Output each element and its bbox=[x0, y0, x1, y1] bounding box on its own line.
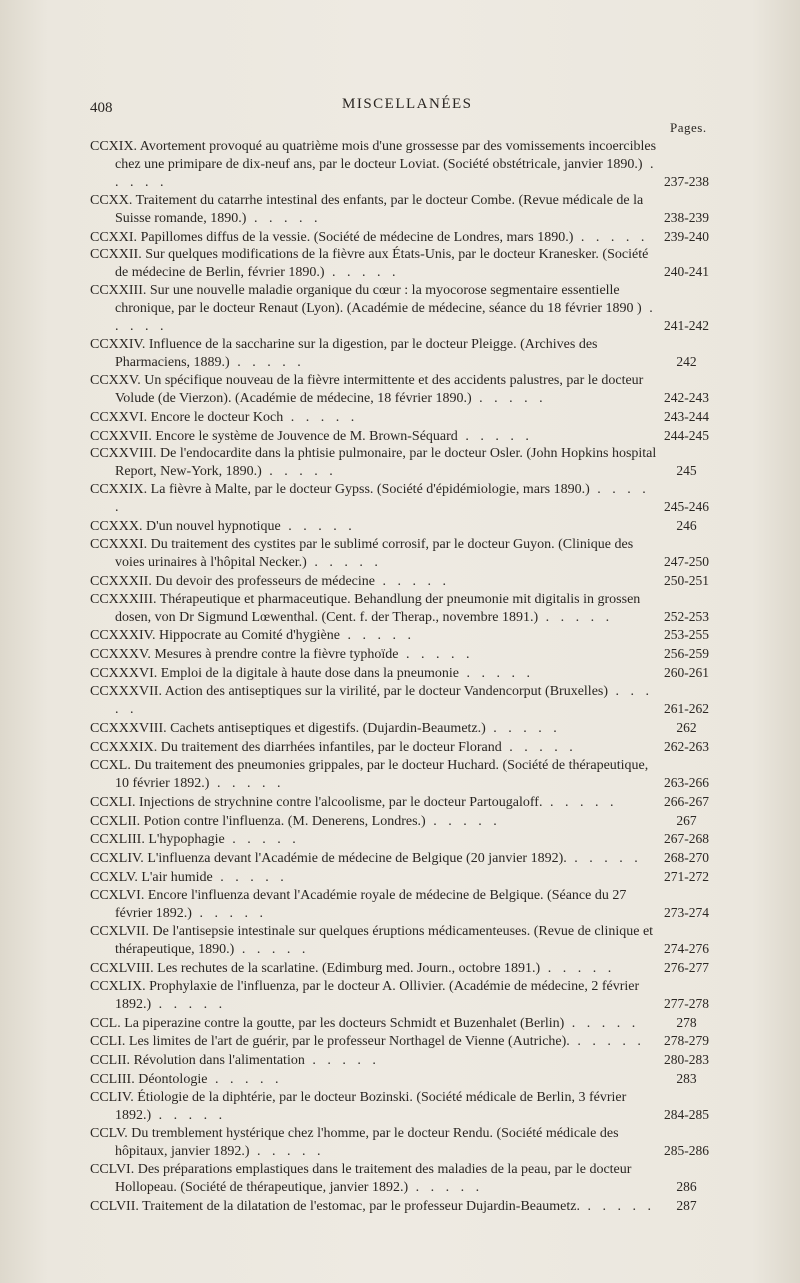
toc-entry-text bbox=[90, 1125, 663, 1161]
toc-entry-text bbox=[90, 336, 663, 372]
toc-entry bbox=[90, 427, 710, 446]
toc-entry-text bbox=[90, 720, 663, 738]
entry-title: L'hypophagie bbox=[148, 832, 225, 848]
toc-entry bbox=[90, 738, 710, 757]
toc-entry bbox=[90, 978, 710, 1014]
entry-number: CCXXVI. bbox=[90, 409, 148, 425]
entry-title: Les limites de l'art de guérir, par le professeur Northagel de Vienne (Autriche). bbox=[128, 1034, 570, 1050]
entry-pages: 245 bbox=[676, 463, 697, 479]
entry-pages: 242-243 bbox=[664, 389, 709, 405]
leader-dots: . . . . . bbox=[283, 409, 359, 425]
entry-pages: 245-246 bbox=[664, 499, 709, 515]
entry-number: CCXX. bbox=[90, 192, 133, 208]
toc-entry bbox=[90, 959, 710, 978]
toc-entry-text bbox=[90, 683, 663, 719]
entry-number: CCLVII. bbox=[90, 1198, 139, 1214]
entry-title: Traitement du catarrhe intestinal des enfants, par le docteur Combe. (Revue médicale de la Suisse romande, 1890.) bbox=[115, 192, 644, 226]
entry-number: CCLI. bbox=[90, 1034, 126, 1050]
entry-title: D'un nouvel hypnotique bbox=[146, 519, 281, 535]
leader-dots: . . . . . bbox=[542, 794, 618, 810]
entry-number: CCXXVIII. bbox=[90, 446, 157, 462]
entry-title: Cachets antiseptiques et digestifs. (Dujardin-Beaumetz.) bbox=[170, 721, 486, 736]
entry-pages: 238-239 bbox=[664, 209, 709, 225]
leader-dots: . . . . . bbox=[573, 229, 649, 245]
entry-number: CCLVI. bbox=[90, 1161, 135, 1177]
entry-number: CCLIV. bbox=[90, 1090, 134, 1106]
entry-title: Sur une nouvelle maladie organique du cœur : la myocorose segmentaire essentielle chronique, par le docteur Renaut (Lyon). (Académie de médecine, séance du 18 février 1890 ) bbox=[115, 283, 642, 317]
leader-dots: . . . . . bbox=[566, 851, 642, 867]
leader-dots: . . . . . bbox=[234, 941, 310, 957]
toc-entry-text bbox=[90, 246, 663, 282]
entry-number: CCXXII. bbox=[90, 247, 142, 263]
entry-number: CCLIII. bbox=[90, 1072, 135, 1088]
entry-pages: 242 bbox=[676, 353, 697, 369]
entry-title: De l'antisepsie intestinale sur quelques éruptions médicamenteuses. (Revue de clinique et thérapeutique, 1890.) bbox=[115, 923, 654, 957]
toc-entry bbox=[90, 664, 710, 683]
toc-entry bbox=[90, 572, 710, 591]
entry-pages: 278-279 bbox=[664, 1033, 709, 1049]
leader-dots: . . . . . bbox=[261, 464, 337, 480]
entry-pages: 266-267 bbox=[664, 793, 709, 809]
toc-entry bbox=[90, 1070, 710, 1089]
entry-pages: 286 bbox=[676, 1178, 697, 1194]
leader-dots: . . . . . bbox=[209, 775, 285, 791]
entry-pages: 274-276 bbox=[664, 940, 709, 956]
toc-entry bbox=[90, 923, 710, 959]
entry-title: Étiologie de la diphtérie, par le docteur Bozinski. (Société médicale de Berlin, 3 février 1892.) bbox=[115, 1090, 627, 1124]
leader-dots: . . . . . bbox=[115, 301, 657, 335]
toc-entry bbox=[90, 138, 710, 192]
entry-number: CCXXX. bbox=[90, 519, 143, 535]
toc-entry bbox=[90, 192, 710, 228]
entry-title: De l'endocardite dans la phtisie pulmonaire, par le docteur Osler. (John Hopkins hospital Report, New-York, 1890.) bbox=[115, 446, 657, 480]
entry-number: CCXXXII. bbox=[90, 573, 152, 589]
toc-entry-text bbox=[90, 1052, 663, 1070]
page-header bbox=[90, 96, 710, 120]
leader-dots: . . . . . bbox=[249, 1143, 325, 1159]
toc-entry bbox=[90, 1051, 710, 1070]
entry-pages: 262 bbox=[676, 720, 697, 735]
toc-entry bbox=[90, 445, 710, 481]
toc-entry-text bbox=[90, 1089, 663, 1125]
toc-entry bbox=[90, 282, 710, 336]
toc-entry bbox=[90, 830, 710, 849]
leader-dots: . . . . . bbox=[398, 647, 474, 663]
entry-pages: 241-242 bbox=[664, 318, 709, 334]
entry-number: CCXXV. bbox=[90, 372, 141, 388]
table-of-contents bbox=[90, 138, 710, 1215]
toc-entry-text bbox=[90, 536, 663, 572]
entry-title: Prophylaxie de l'influenza, par le docteur A. Ollivier. (Académie de médecine, 2 février 1892.) bbox=[115, 978, 640, 1012]
toc-entry bbox=[90, 1089, 710, 1125]
entry-title: Traitement de la dilatation de l'estomac, par le professeur Dujardin-Beaumetz. bbox=[142, 1198, 580, 1214]
leader-dots: . . . . . bbox=[569, 1034, 645, 1050]
toc-entry-text bbox=[90, 757, 663, 793]
toc-entry bbox=[90, 1125, 710, 1161]
leader-dots: . . . . . bbox=[471, 390, 547, 406]
entry-title: Du tremblement hystérique chez l'homme, par le docteur Rendu. (Société médicale des hôpitaux, janvier 1892.) bbox=[115, 1125, 619, 1159]
entry-number: CCXLII. bbox=[90, 813, 141, 829]
leader-dots: . . . . . bbox=[151, 1108, 227, 1124]
toc-entry bbox=[90, 481, 710, 517]
toc-entry bbox=[90, 228, 710, 247]
toc-entry-text bbox=[90, 887, 663, 923]
entry-title: L'influenza devant l'Académie de médecine de Belgique (20 janvier 1892). bbox=[147, 851, 567, 867]
toc-entry bbox=[90, 591, 710, 627]
entry-pages: 252-253 bbox=[664, 608, 709, 624]
toc-entry-text bbox=[90, 831, 663, 849]
leader-dots: . . . . . bbox=[306, 554, 382, 570]
toc-entry-text bbox=[90, 428, 663, 446]
entry-title: Emploi de la digitale à haute dose dans la pneumonie bbox=[160, 666, 459, 682]
entry-title: Du traitement des pneumonies grippales, par le docteur Huchard. (Société de thérapeutique, 10 février 1892.) bbox=[115, 757, 649, 791]
toc-entry-text bbox=[90, 372, 663, 408]
toc-entry-text bbox=[90, 192, 663, 228]
leader-dots: . . . . . bbox=[425, 813, 501, 829]
toc-entry-text bbox=[90, 923, 663, 959]
entry-title: Hippocrate au Comité d'hygiène bbox=[158, 628, 340, 644]
entry-number: CCXXXI. bbox=[90, 536, 148, 552]
entry-number: CCXXIII. bbox=[90, 283, 147, 299]
toc-entry bbox=[90, 246, 710, 282]
entry-number: CCXIX. bbox=[90, 139, 138, 154]
toc-entry bbox=[90, 812, 710, 831]
entry-pages: 237-238 bbox=[664, 173, 709, 189]
toc-entry bbox=[90, 1014, 710, 1033]
entry-title: La piperazine contre la goutte, par les docteurs Schmidt et Buzenhalet (Berlin) bbox=[124, 1015, 565, 1031]
entry-title: Sur quelques modifications de la fièvre aux États-Unis, par le docteur Kranesker. (Société de médecine de Berlin, février 1890.) bbox=[115, 247, 649, 281]
pages-column-label: Pages. bbox=[670, 120, 707, 135]
entry-number: CCXXVII. bbox=[90, 428, 152, 444]
toc-entry bbox=[90, 645, 710, 664]
toc-entry-text bbox=[90, 739, 663, 757]
toc-entry-text bbox=[90, 960, 663, 978]
entry-pages: 280-283 bbox=[664, 1052, 709, 1068]
entry-title: Révolution dans l'alimentation bbox=[133, 1053, 305, 1069]
entry-pages: 262-263 bbox=[664, 738, 709, 754]
entry-title: Du traitement des cystites par le sublimé corrosif, par le docteur Guyon. (Clinique des voies urinaires à l'hôpital Necker.) bbox=[115, 536, 634, 570]
entry-title: Influence de la saccharine sur la digestion, par le docteur Pleigge. (Archives des Pharmaciens, 1889.) bbox=[115, 336, 598, 370]
toc-entry-text bbox=[90, 229, 663, 247]
toc-entry-text bbox=[90, 445, 663, 481]
leader-dots: . . . . . bbox=[485, 721, 561, 736]
entry-number: CCXLIV. bbox=[90, 851, 144, 867]
leader-dots: . . . . . bbox=[375, 573, 450, 589]
entry-pages: 250-251 bbox=[664, 572, 709, 588]
entry-title: Thérapeutique et pharmaceutique. Behandlung der pneumonie mit digitalis in grossen dosen, von Dr Sigmund Lœwenthal. (Cent. f. der Therap., novembre 1891.) bbox=[115, 591, 641, 625]
toc-entry bbox=[90, 626, 710, 645]
leader-dots: . . . . . bbox=[339, 628, 415, 644]
toc-entry-text bbox=[90, 1071, 663, 1089]
entry-pages: 276-277 bbox=[664, 959, 709, 975]
entry-number: CCLV. bbox=[90, 1125, 128, 1141]
leader-dots: . . . . . bbox=[280, 519, 356, 535]
entry-pages: 278 bbox=[676, 1014, 697, 1030]
entry-number: CCXLV. bbox=[90, 870, 138, 886]
entry-number: CCXXXIX. bbox=[90, 739, 158, 755]
entry-title: Encore le docteur Koch bbox=[150, 409, 284, 425]
toc-entry bbox=[90, 1161, 710, 1197]
entry-pages: 246 bbox=[676, 518, 697, 534]
toc-entry-text bbox=[90, 627, 663, 645]
toc-entry-text bbox=[90, 591, 663, 627]
entry-pages: 261-262 bbox=[664, 701, 709, 717]
toc-entry bbox=[90, 536, 710, 572]
toc-entry-text bbox=[90, 1015, 663, 1033]
entry-title: Un spécifique nouveau de la fièvre intermittente et des accidents palustres, par le docteur Volude (de Vierzon). (Académie de médecine, 18 février 1890.) bbox=[115, 372, 644, 406]
toc-entry-text bbox=[90, 1161, 663, 1197]
toc-entry bbox=[90, 683, 710, 719]
toc-entry-text bbox=[90, 518, 663, 536]
toc-entry-text bbox=[90, 794, 663, 812]
entry-title: Potion contre l'influenza. (M. Denerens, Londres.) bbox=[143, 813, 426, 829]
entry-title: Du devoir des professeurs de médecine bbox=[155, 573, 375, 589]
entry-pages: 284-285 bbox=[664, 1107, 709, 1123]
toc-entry-text bbox=[90, 978, 663, 1014]
toc-entry bbox=[90, 372, 710, 408]
entry-number: CCXLIX. bbox=[90, 978, 146, 994]
entry-title: Injections de strychnine contre l'alcoolisme, par le docteur Partougaloff. bbox=[139, 794, 543, 810]
toc-entry bbox=[90, 719, 710, 738]
entry-title: Les rechutes de la scarlatine. (Edimburg med. Journ., octobre 1891.) bbox=[157, 960, 541, 976]
leader-dots: . . . . . bbox=[229, 354, 305, 370]
toc-entry-text bbox=[90, 409, 663, 427]
entry-pages: 260-261 bbox=[664, 665, 709, 681]
entry-pages: 243-244 bbox=[664, 408, 709, 424]
running-title: MISCELLANÉES bbox=[342, 96, 473, 112]
entry-number: CCXLVI. bbox=[90, 888, 145, 904]
entry-number: CCXXIV. bbox=[90, 336, 146, 352]
entry-pages: 267-268 bbox=[664, 831, 709, 847]
toc-entry-text bbox=[90, 1198, 663, 1216]
entry-number: CCLII. bbox=[90, 1053, 131, 1069]
toc-entry-text bbox=[90, 1033, 663, 1051]
leader-dots: . . . . . bbox=[212, 870, 288, 886]
toc-entry-text bbox=[90, 138, 663, 192]
entry-number: CCXLI. bbox=[90, 794, 136, 810]
page-number: 408 bbox=[90, 100, 113, 116]
toc-entry-text bbox=[90, 481, 663, 517]
entry-number: CCXLVIII. bbox=[90, 960, 154, 976]
entry-number: CCL. bbox=[90, 1015, 121, 1031]
toc-entry bbox=[90, 1032, 710, 1051]
toc-entry-text bbox=[90, 646, 663, 664]
entry-title: Du traitement des diarrhées infantiles, par le docteur Florand bbox=[160, 739, 502, 755]
leader-dots: . . . . . bbox=[408, 1179, 484, 1195]
leader-dots: . . . . . bbox=[324, 265, 400, 281]
entry-pages: 283 bbox=[676, 1071, 697, 1087]
entry-title: Mesures à prendre contre la fièvre typhoïde bbox=[154, 647, 399, 663]
entry-pages: 253-255 bbox=[664, 627, 709, 643]
entry-number: CCXXXIV. bbox=[90, 628, 156, 644]
toc-entry-text bbox=[90, 813, 663, 831]
leader-dots: . . . . . bbox=[457, 428, 533, 444]
entry-title: Encore le système de Jouvence de M. Brown-Séquard bbox=[155, 428, 458, 444]
entry-pages: 247-250 bbox=[664, 553, 709, 569]
entry-title: Action des antiseptiques sur la virilité, par le docteur Vandencorput (Bruxelles) bbox=[164, 684, 609, 700]
entry-title: L'air humide bbox=[141, 870, 213, 886]
leader-dots: . . . . . bbox=[246, 210, 322, 226]
toc-entry bbox=[90, 793, 710, 812]
entry-title: Des préparations emplastiques dans le traitement des maladies de la peau, par le docteur Hollopeau. (Société de thérapeutique, janvier 1892.) bbox=[115, 1161, 632, 1195]
entry-pages: 273-274 bbox=[664, 905, 709, 921]
leader-dots: . . . . . bbox=[579, 1198, 655, 1214]
leader-dots: . . . . . bbox=[501, 739, 577, 755]
toc-entry bbox=[90, 517, 710, 536]
leader-dots: . . . . . bbox=[151, 996, 227, 1012]
toc-entry-text bbox=[90, 282, 663, 336]
entry-title: Déontologie bbox=[138, 1072, 208, 1088]
entry-pages: 267 bbox=[676, 812, 697, 828]
entry-number: CCXXXVI. bbox=[90, 666, 158, 682]
toc-entry bbox=[90, 757, 710, 793]
leader-dots: . . . . . bbox=[191, 906, 267, 922]
entry-number: CCXL. bbox=[90, 757, 131, 773]
leader-dots: . . . . . bbox=[115, 156, 658, 190]
entry-number: CCXLIII. bbox=[90, 832, 145, 848]
entry-title: Encore l'influenza devant l'Académie royale de médecine de Belgique. (Séance du 27 février 1892.) bbox=[115, 888, 627, 922]
toc-entry-text bbox=[90, 869, 663, 887]
leader-dots: . . . . . bbox=[538, 609, 614, 625]
entry-pages: 263-266 bbox=[664, 774, 709, 790]
entry-number: CCXXXV. bbox=[90, 647, 151, 663]
entry-number: CCXXI. bbox=[90, 229, 138, 245]
toc-entry bbox=[90, 887, 710, 923]
entry-pages: 256-259 bbox=[664, 646, 709, 662]
leader-dots: . . . . . bbox=[115, 482, 650, 516]
entry-number: CCXLVII. bbox=[90, 923, 149, 939]
toc-entry bbox=[90, 336, 710, 372]
leader-dots: . . . . . bbox=[564, 1015, 640, 1031]
toc-entry bbox=[90, 849, 710, 868]
entry-pages: 268-270 bbox=[664, 850, 709, 866]
entry-pages: 240-241 bbox=[664, 264, 709, 280]
toc-entry-text bbox=[90, 573, 663, 591]
leader-dots: . . . . . bbox=[458, 666, 534, 682]
entry-number: CCXXXVII. bbox=[90, 684, 162, 700]
entry-title: Papillomes diffus de la vessie. (Société de médecine de Londres, mars 1890.) bbox=[140, 229, 574, 245]
leader-dots: . . . . . bbox=[207, 1072, 283, 1088]
entry-title: Avortement provoqué au quatrième mois d'une grossesse par des vomissements incoercibles chez une primipare de dix-neuf ans, par le docteur Loviat. (Société obstétricale, janvier 1890.) bbox=[115, 139, 657, 172]
toc-entry-text bbox=[90, 850, 663, 868]
entry-number: CCXXXIII. bbox=[90, 591, 157, 607]
leader-dots: . . . . . bbox=[304, 1053, 380, 1069]
entry-number: CCXXIX. bbox=[90, 482, 148, 498]
entry-pages: 239-240 bbox=[664, 228, 709, 244]
entry-number: CCXXXVIII. bbox=[90, 721, 167, 736]
toc-entry-text bbox=[90, 665, 663, 683]
entry-title: La fièvre à Malte, par le docteur Gypss. (Société d'épidémiologie, mars 1890.) bbox=[150, 482, 590, 498]
entry-pages: 277-278 bbox=[664, 995, 709, 1011]
toc-entry bbox=[90, 408, 710, 427]
toc-entry bbox=[90, 1197, 710, 1216]
entry-pages: 287 bbox=[676, 1197, 697, 1213]
leader-dots: . . . . . bbox=[115, 684, 654, 718]
entry-pages: 285-286 bbox=[664, 1142, 709, 1158]
entry-pages: 244-245 bbox=[664, 427, 709, 443]
leader-dots: . . . . . bbox=[540, 960, 616, 976]
leader-dots: . . . . . bbox=[224, 832, 300, 848]
toc-entry bbox=[90, 868, 710, 887]
entry-pages: 271-272 bbox=[664, 869, 709, 885]
